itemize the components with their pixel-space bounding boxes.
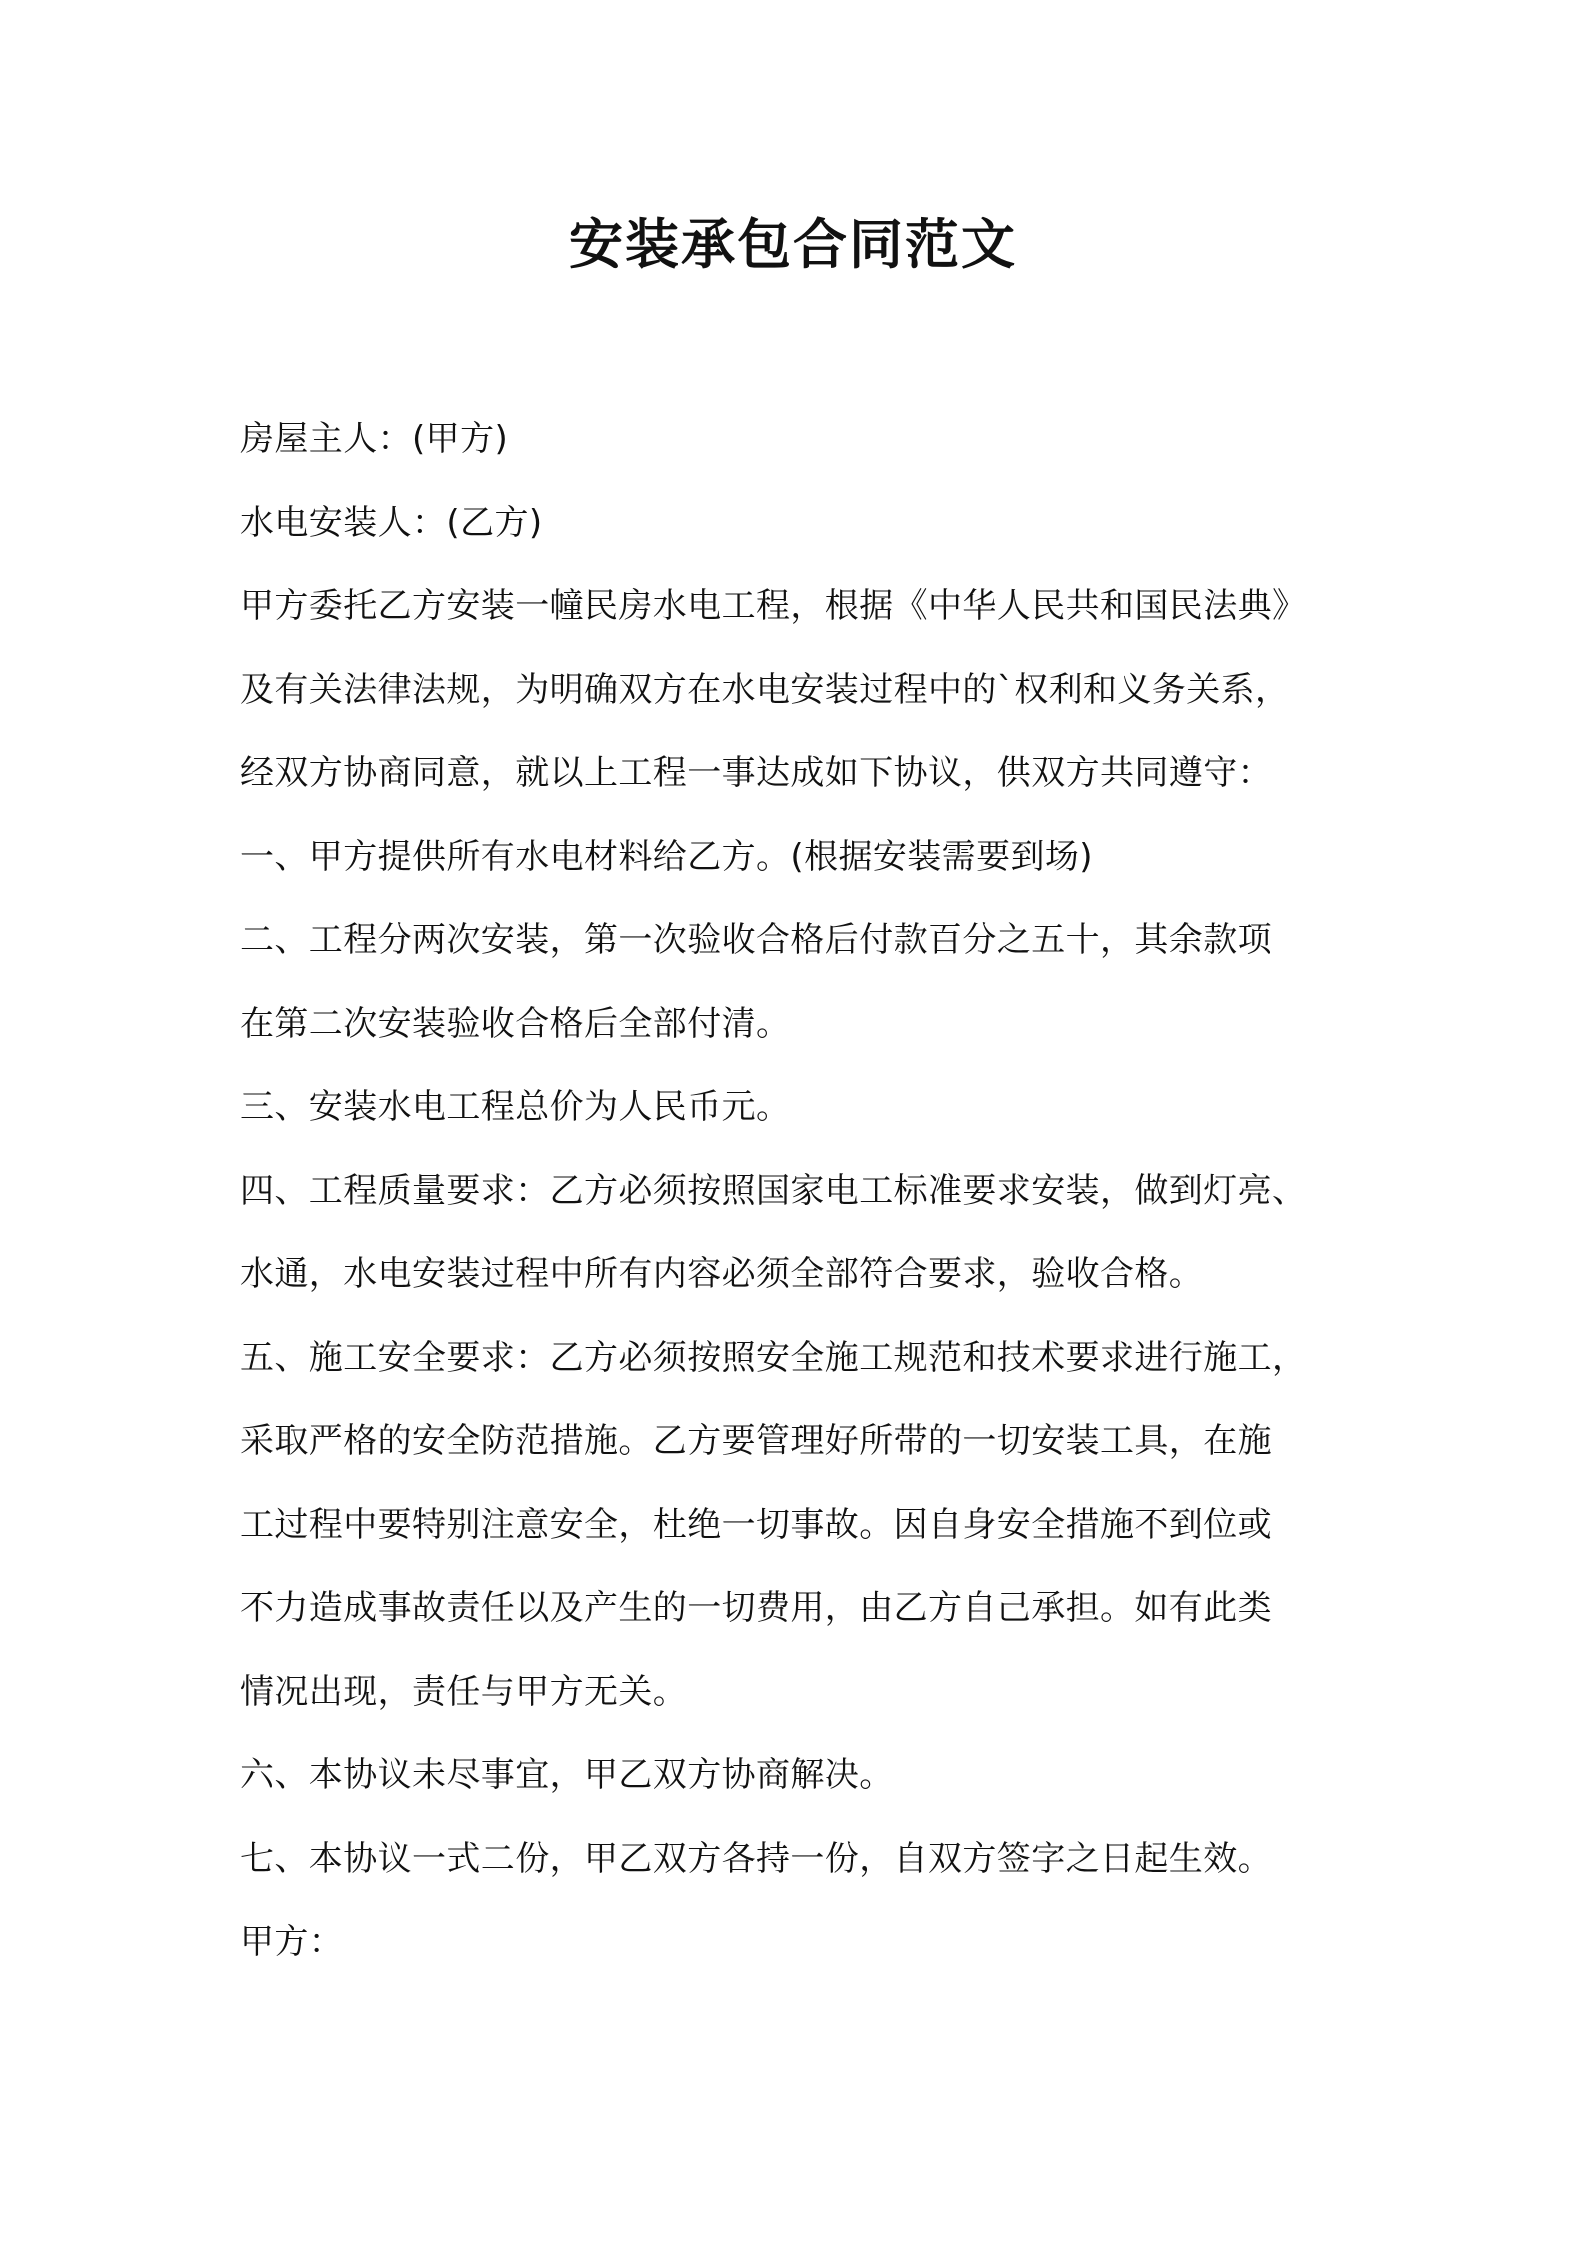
clause-5-line-2: 采取严格的安全防范措施。乙方要管理好所带的一切安装工具，在施 [240,1421,1272,1461]
preamble-line-3: 经双方协商同意，就以上工程一事达成如下协议，供双方共同遵守： [240,753,1272,793]
clause-5-line-5: 情况出现，责任与甲方无关。 [240,1671,688,1712]
clause-1-line-1: 一、甲方提供所有水电材料给乙方。(根据安装需要到场) [240,836,1093,877]
preamble-line-1: 甲方委托乙方安装一幢民房水电工程，根据《中华人民共和国民法典》 [240,586,1307,626]
document-body [240,398,1360,1985]
party-a-line: 房屋主人：(甲方) [240,419,509,459]
party-b-line: 水电安装人：(乙方) [240,502,543,543]
clause-4-line-1: 四、工程质量要求：乙方必须按照国家电工标准要求安装，做到灯亮、 [240,1170,1307,1211]
clause-2-line-1: 二、工程分两次安装，第一次验收合格后付款百分之五十，其余款项 [240,920,1272,960]
clause-5-line-3: 工过程中要特别注意安全，杜绝一切事故。因自身安全措施不到位或 [240,1504,1272,1545]
clause-3-line-1: 三、安装水电工程总价为人民币元。 [240,1087,791,1127]
clause-5-line-1: 五、施工安全要求：乙方必须按照安全施工规范和技术要求进行施工， [240,1337,1307,1378]
document-title: 安装承包合同范文 [569,213,1017,276]
clause-5-line-4: 不力造成事故责任以及产生的一切费用，由乙方自己承担。如有此类 [240,1588,1272,1628]
clause-7-line-1: 七、本协议一式二份，甲乙双方各持一份，自双方签字之日起生效。 [240,1838,1272,1879]
clause-2-line-2: 在第二次安装验收合格后全部付清。 [240,1003,791,1044]
preamble-line-2: 及有关法律法规，为明确双方在水电安装过程中的`权利和义务关系， [240,669,1290,710]
clause-4-line-2: 水通，水电安装过程中所有内容必须全部符合要求，验收合格。 [240,1254,1204,1294]
clause-6-line-1: 六、本协议未尽事宜，甲乙双方协商解决。 [240,1755,894,1795]
party-a-signature-label: 甲方： [240,1922,344,1962]
